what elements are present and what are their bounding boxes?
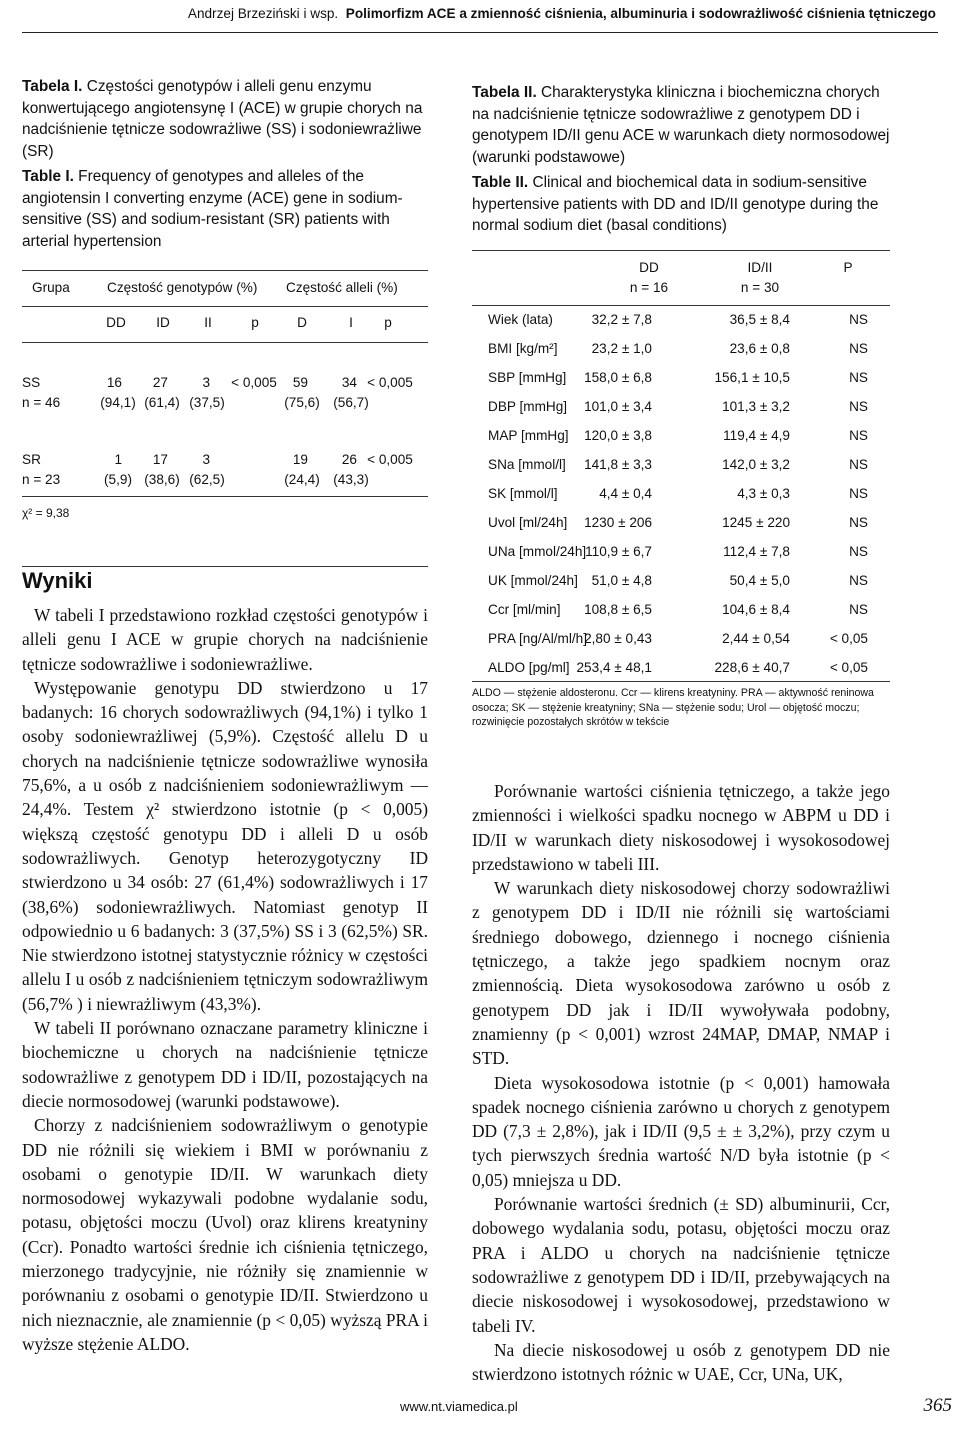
row-dd-value: 158,0 ± 6,8 — [584, 370, 652, 385]
header-genotype-freq: Częstość genotypów (%) — [107, 280, 258, 295]
header-rule — [22, 32, 938, 33]
table1-caption — [22, 76, 428, 256]
table-rule — [472, 250, 890, 251]
table-rule — [22, 496, 428, 497]
paragraph: Porównanie wartości ciśnienia tętniczego, a także jego zmienności i wielkości spadku nocnego w ABPM u DD i ID/II w warunkach diety niskosodowej i wysokosodowej przedstawiono w tabeli III. — [472, 781, 890, 874]
table-row — [472, 341, 890, 370]
subheader-d: D — [297, 315, 307, 330]
row-sr-d: 19 — [292, 452, 308, 467]
table-row — [472, 602, 890, 631]
paragraph: W tabeli I przedstawiono rozkład częstości genotypów i alleli genu I ACE w grupie chorych na nadciśnienie tętnicze sodowrażliwe i sodoniewrażliwe. — [22, 605, 428, 674]
table2-caption-pl: Tabela II. Charakterystyka kliniczna i biochemiczna chorych na nadciśnienie tętnicze sodowrażliwe z genotypem DD i genotypem ID/II genu ACE w warunkach diety normosodowej (warunki podstawowe) — [472, 84, 890, 166]
row-dd-value: 110,9 ± 6,7 — [585, 544, 652, 559]
row-id-value: 142,0 ± 3,2 — [722, 457, 790, 472]
row-p-value: < 0,05 — [829, 631, 868, 646]
row-p-value: NS — [849, 602, 868, 617]
running-head-authors: Andrzej Brzeziński i wsp. — [187, 6, 339, 21]
paragraph: W tabeli II porównano oznaczane parametry kliniczne i biochemiczne u chorych na nadciśnienie tętnicze sodowrażliwe z genotypem DD i ID/II, pozostających na diecie normosodowej (warunki podstawowe). — [22, 1018, 428, 1111]
row-id-value: 104,6 ± 8,4 — [722, 602, 790, 617]
row-label: BMI [kg/m²] — [488, 341, 558, 356]
row-sr-p-allele: < 0,005 — [367, 452, 413, 467]
section-rule — [22, 566, 428, 567]
row-p-value: NS — [849, 573, 868, 588]
row-label: UK [mmol/24h] — [488, 573, 578, 588]
row-ss-ii-pct: (37,5) — [189, 395, 225, 410]
row-dd-value: 253,4 ± 48,1 — [576, 660, 652, 675]
paragraph: Chorzy z nadciśnieniem sodowrażliwym o genotypie DD nie różnili się wiekiem i BMI w porównaniu z osobami o genotypie ID/II. W warunkach diety normosodowej wykazywali podobne wydalanie sodu, potasu, objętości moczu (Uvol) oraz klirens kreatyniny (Ccr). Ponadto wartości średnie ich ciśnienia tętniczego, mierzonego tradycyjnie, nie różniły się znamiennie w porównaniu z osobami o genotypie ID/II. Stwierdzono u nich nieznacznie, ale znamiennie (p < 0,05) wyższą PRA i wyższe stężenie ALDO. — [22, 1115, 428, 1354]
row-p-value: < 0,05 — [829, 660, 868, 675]
table2-caption — [472, 82, 890, 241]
row-label: ALDO [pg/ml] — [488, 660, 570, 675]
row-sr-dd: 1 — [114, 452, 122, 467]
table-rule — [22, 342, 428, 343]
row-id-value: 228,6 ± 40,7 — [714, 660, 790, 675]
row-dd-value: 101,0 ± 3,4 — [584, 399, 652, 414]
table-row — [472, 457, 890, 486]
row-dd-value: 4,4 ± 0,4 — [599, 486, 652, 501]
table-rule — [22, 270, 428, 271]
row-sr-ii: 3 — [202, 452, 210, 467]
row-label: Wiek (lata) — [488, 312, 553, 327]
table-row — [472, 544, 890, 573]
row-p-value: NS — [849, 341, 868, 356]
row-sr-dd-pct: (5,9) — [104, 472, 132, 487]
left-body-text — [22, 603, 428, 1356]
row-id-value: 36,5 ± 8,4 — [729, 312, 790, 327]
row-id-value: 156,1 ± 10,5 — [714, 370, 790, 385]
subheader-p-genotype: p — [251, 315, 259, 330]
row-ss-n: n = 46 — [22, 395, 61, 410]
row-dd-value: 120,0 ± 3,8 — [584, 428, 652, 443]
row-label: SNa [mmol/l] — [488, 457, 566, 472]
row-label: MAP [mmHg] — [488, 428, 569, 443]
row-ss-i: 34 — [341, 375, 357, 390]
header-dd: DD n = 16 — [629, 260, 669, 295]
subheader-p-allele: p — [384, 315, 392, 330]
row-sr-ii-pct: (62,5) — [189, 472, 225, 487]
row-dd-value: 141,8 ± 3,3 — [584, 457, 652, 472]
paragraph: Występowanie genotypu DD stwierdzono u 17 badanych: 16 chorych sodowrażliwych (94,1%) i tylko 1 osoby sodoniewrażliwej (5,9%). Częstość allelu D u chorych na nadciśnienie tętnicze sodowrażliwe wynosiła 75,6%, a u osób z nadciśnieniem sodoniewrażliwym — 24,4%. Testem χ² stwierdzono istotnie (p < 0,005) większą częstość genotypu DD i alleli D u osób sodowrażliwych. Genotyp heterozygotyczny ID stwierdzono u 34 osób: 27 (61,4%) sodowrażliwych i 17 (38,6%) sodoniewrażliwych. Natomiast genotyp II odpowiednio u 6 badanych: 3 (37,5%) SS i 3 (62,5%) SR. Nie stwierdzono istotnej statystycznie różnicy w częstości allelu I u osób z nadciśnieniem tętniczym sodowrażliwym (56,7% ) i niewrażliwym (43,3%). — [22, 677, 428, 1014]
paragraph: Na diecie niskosodowej u osób z genotypem DD nie stwierdzono istotnych różnic w UAE, Ccr, UNa, UK, — [472, 1339, 890, 1385]
running-header — [0, 0, 960, 34]
row-sr-d-pct: (24,4) — [284, 472, 320, 487]
running-head-title: Polimorfizm ACE a zmienność ciśnienia, albuminuria i sodowrażliwość ciśnienia tętniczego — [345, 6, 936, 21]
row-id-value: 2,44 ± 0,54 — [722, 631, 790, 646]
row-dd-value: 51,0 ± 4,8 — [591, 573, 652, 588]
paragraph: Porównanie wartości średnich (± SD) albuminurii, Ccr, dobowego wydalania sodu, potasu, objętości moczu oraz PRA i ALDO u chorych na nadciśnienie tętnicze sodowrażliwe z genotypem DD i ID/II, przebywających na diecie niskosodowej i wysokosodowej, przedstawiono w tabeli IV. — [472, 1194, 890, 1336]
row-ss-p-allele: < 0,005 — [367, 375, 413, 390]
row-label: PRA [ng/Al/ml/h] — [488, 631, 587, 646]
subheader-dd: DD — [106, 315, 126, 330]
table-row — [472, 573, 890, 602]
page-footer — [0, 1391, 960, 1431]
row-label: Uvol [ml/24h] — [488, 515, 568, 530]
table-row — [472, 399, 890, 428]
row-sr-i: 26 — [341, 452, 357, 467]
subheader-ii: II — [204, 315, 212, 330]
row-sr-group: SR — [22, 452, 41, 467]
header-p: P — [843, 260, 853, 275]
row-p-value: NS — [849, 457, 868, 472]
header-group: Grupa — [32, 280, 70, 295]
table-row — [472, 631, 890, 660]
row-id-value: 101,3 ± 3,2 — [722, 399, 790, 414]
table1-caption-pl: Tabela I. Częstości genotypów i alleli genu enzymu konwertującego angiotensynę I (ACE) w grupie chorych na nadciśnienie tętnicze sodowrażliwe (SS) i sodoniewrażliwe (SR) — [22, 78, 423, 160]
running-head-text — [188, 6, 936, 21]
row-dd-value: 1230 ± 206 — [584, 515, 652, 530]
row-ss-i-pct: (56,7) — [333, 395, 369, 410]
header-id-ii: ID/II n = 30 — [740, 260, 780, 295]
row-sr-n: n = 23 — [22, 472, 61, 487]
row-sr-id-pct: (38,6) — [144, 472, 180, 487]
row-id-value: 1245 ± 220 — [722, 515, 790, 530]
row-ss-id: 27 — [152, 375, 168, 390]
row-label: UNa [mmol/24h] — [488, 544, 587, 559]
row-p-value: NS — [849, 312, 868, 327]
row-sr-id: 17 — [152, 452, 168, 467]
subheader-id: ID — [156, 315, 170, 330]
page-number: 365 — [923, 1395, 952, 1416]
row-dd-value: 108,8 ± 6,5 — [584, 602, 652, 617]
row-label: DBP [mmHg] — [488, 399, 568, 414]
row-p-value: NS — [849, 515, 868, 530]
table-row — [472, 515, 890, 544]
table-rule — [22, 306, 428, 307]
chi-square: χ² = 9,38 — [22, 506, 70, 520]
table-row — [472, 312, 890, 341]
row-sr-i-pct: (43,3) — [333, 472, 369, 487]
row-label: SBP [mmHg] — [488, 370, 567, 385]
table-row — [472, 660, 890, 689]
table1-caption-en: Table I. Frequency of genotypes and alleles of the angiotensin I converting enzyme (ACE) gene in sodium-sensitive (SS) and sodium-resistant (SR) patients with arterial hypertension — [22, 168, 403, 250]
row-p-value: NS — [849, 544, 868, 559]
table-row — [472, 428, 890, 457]
row-id-value: 119,4 ± 4,9 — [723, 428, 790, 443]
table2-caption-en: Table II. Clinical and biochemical data in sodium-sensitive hypertensive patients with DD and ID/II genotype during the normal sodium diet (basal conditions) — [472, 174, 879, 234]
row-dd-value: 23,2 ± 1,0 — [591, 341, 652, 356]
row-ss-group: SS — [22, 375, 41, 390]
table-row — [472, 370, 890, 399]
row-ss-d-pct: (75,6) — [284, 395, 320, 410]
row-label: SK [mmol/l] — [488, 486, 558, 501]
row-id-value: 4,3 ± 0,3 — [737, 486, 790, 501]
header-allele-freq: Częstość alleli (%) — [286, 280, 398, 295]
row-ss-d: 59 — [292, 375, 308, 390]
row-id-value: 112,4 ± 7,8 — [723, 544, 790, 559]
paragraph: W warunkach diety niskosodowej chorzy sodowrażliwi z genotypem DD i ID/II nie różnili się wartościami średniego dobowego, dziennego i nocnego ciśnienia tętniczego, a także jego spadkiem nocnym oraz zmiennością. Dieta wysokosodowa zarówno u osób z genotypem DD jak i ID/II wywoływała podobny, znamienny (p < 0,001) wzrost 24MAP, DMAP, NMAP i STD. — [472, 878, 890, 1069]
row-ss-dd-pct: (94,1) — [100, 395, 136, 410]
section-title: Wyniki — [22, 568, 93, 593]
row-p-value: NS — [849, 370, 868, 385]
subheader-i: I — [349, 315, 353, 330]
row-label: Ccr [ml/min] — [488, 602, 561, 617]
paragraph: Dieta wysokosodowa istotnie (p < 0,001) hamowała spadek nocnego ciśnienia zarówno u chorych z genotypem DD (7,3 ± 2,8%), jak i ID/II (9,5 ± ± 3,2%), przy czym u tych pierwszych średnia wartość N/D była istotnie (p < 0,05) mniejsza u DD. — [472, 1072, 890, 1190]
row-id-value: 50,4 ± 5,0 — [729, 573, 790, 588]
table-rule — [472, 305, 890, 306]
row-p-value: NS — [849, 428, 868, 443]
row-p-value: NS — [849, 399, 868, 414]
table-row — [472, 486, 890, 515]
row-ss-ii: 3 — [202, 375, 210, 390]
row-dd-value: 32,2 ± 7,8 — [591, 312, 652, 327]
table-rule — [472, 681, 890, 682]
row-p-value: NS — [849, 486, 868, 501]
footer-url: www.nt.viamedica.pl — [400, 1399, 518, 1414]
right-body-text — [472, 779, 890, 1386]
row-dd-value: 2,80 ± 0,43 — [584, 631, 652, 646]
row-ss-id-pct: (61,4) — [144, 395, 180, 410]
row-ss-dd: 16 — [106, 375, 122, 390]
table2-abbreviations: ALDO — stężenie aldosteronu. Ccr — klirens kreatyniny. PRA — aktywność reninowa osocza; SK — stężenie kreatyniny; SNa — stężenie sodu; Urol — objętość moczu; rozwinięcie pozostałych skrótów w tekście — [472, 687, 874, 728]
row-ss-p-genotype: < 0,005 — [231, 375, 277, 390]
row-id-value: 23,6 ± 0,8 — [729, 341, 790, 356]
